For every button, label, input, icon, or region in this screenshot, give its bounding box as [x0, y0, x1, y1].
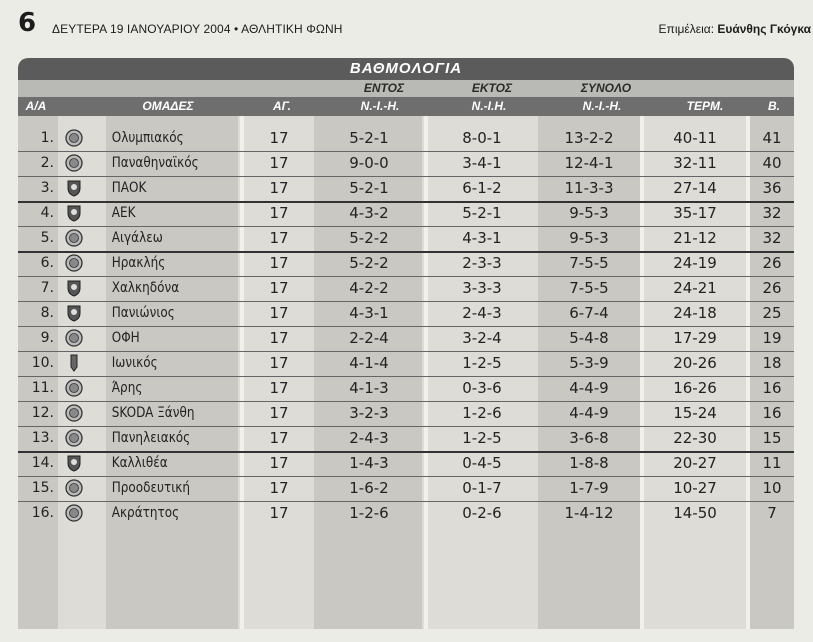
- goals-cell: 27-14: [673, 179, 717, 197]
- total-record-cell: 3-6-8: [569, 429, 609, 447]
- table-row: [18, 426, 794, 451]
- team-name-cell: Ιωνικός: [111, 355, 158, 371]
- team-name-cell: ΠΑΟΚ: [111, 180, 147, 196]
- team-crest-icon: [64, 353, 86, 375]
- standings-table: [18, 116, 794, 629]
- editor-credit-prefix: Επιμέλεια:: [658, 22, 718, 36]
- team-crest-icon: [64, 228, 86, 250]
- home-record-cell: 4-1-4: [349, 354, 389, 372]
- total-record-cell: 9-5-3: [569, 204, 609, 222]
- table-row: [18, 251, 794, 276]
- team-name-cell: SKODA Ξάνθη: [111, 405, 195, 421]
- rank-cell: 15.: [31, 480, 54, 496]
- played-column-header: ΑΓ.: [273, 99, 291, 113]
- away-record-cell: 4-3-1: [462, 229, 502, 247]
- table-row: [18, 276, 794, 301]
- rank-cell: 11.: [31, 380, 54, 396]
- points-cell: 25: [762, 304, 782, 322]
- total-record-cell: 12-4-1: [564, 154, 614, 172]
- away-record-cell: 8-0-1: [462, 129, 502, 147]
- table-row: [18, 226, 794, 251]
- played-cell: 17: [269, 504, 289, 522]
- played-cell: 17: [269, 454, 289, 472]
- played-cell: 17: [269, 204, 289, 222]
- goals-cell: 22-30: [673, 429, 717, 447]
- team-name-cell: Προοδευτική: [111, 480, 191, 496]
- table-row: [18, 501, 794, 526]
- goals-cell: 32-11: [673, 154, 717, 172]
- total-record-cell: 7-5-5: [569, 254, 609, 272]
- rank-cell: 12.: [31, 405, 54, 421]
- points-cell: 32: [762, 229, 782, 247]
- away-record-cell: 6-1-2: [462, 179, 502, 197]
- rank-cell: 5.: [40, 230, 54, 246]
- standings-title: ΒΑΘΜΟΛΟΓΙΑ: [18, 58, 794, 80]
- points-column-header: Β.: [768, 99, 780, 113]
- team-name-cell: Ολυμπιακός: [111, 130, 184, 146]
- away-record-cell: 1-2-5: [462, 354, 502, 372]
- table-row: [18, 326, 794, 351]
- away-record-cell: 3-4-1: [462, 154, 502, 172]
- goals-cell: 35-17: [673, 204, 717, 222]
- away-record-cell: 2-3-3: [462, 254, 502, 272]
- team-name-cell: Καλλιθέα: [111, 455, 168, 471]
- away-record-cell: 5-2-1: [462, 204, 502, 222]
- rank-cell: 4.: [40, 205, 54, 221]
- played-cell: 17: [269, 429, 289, 447]
- rank-cell: 3.: [40, 180, 54, 196]
- rank-column-header: Α/Α: [25, 99, 47, 113]
- table-row: [18, 451, 794, 476]
- played-cell: 17: [269, 354, 289, 372]
- total-record-cell: 7-5-5: [569, 279, 609, 297]
- team-name-cell: Χαλκηδόνα: [111, 280, 180, 296]
- goals-column-header: ΤΕΡΜ.: [686, 99, 724, 113]
- home-group-label: ΕΝΤΟΣ: [363, 81, 405, 95]
- goals-cell: 10-27: [673, 479, 717, 497]
- total-record-cell: 1-7-9: [569, 479, 609, 497]
- away-record-cell: 0-3-6: [462, 379, 502, 397]
- points-cell: 15: [762, 429, 782, 447]
- rank-cell: 10.: [31, 355, 54, 371]
- goals-cell: 14-50: [673, 504, 717, 522]
- played-cell: 17: [269, 179, 289, 197]
- goals-cell: 16-26: [673, 379, 717, 397]
- played-cell: 17: [269, 129, 289, 147]
- table-row: [18, 401, 794, 426]
- rank-cell: 8.: [40, 305, 54, 321]
- team-name-cell: Αιγάλεω: [111, 230, 163, 246]
- rank-cell: 6.: [40, 255, 54, 271]
- team-crest-icon: [64, 403, 86, 425]
- table-row: [18, 376, 794, 401]
- home-record-cell: 2-4-3: [349, 429, 389, 447]
- points-cell: 7: [767, 504, 777, 522]
- home-record-cell: 5-2-2: [349, 254, 389, 272]
- goals-cell: 20-27: [673, 454, 717, 472]
- goals-cell: 24-18: [673, 304, 717, 322]
- team-crest-icon: [64, 253, 86, 275]
- team-name-cell: Παναθηναϊκός: [111, 155, 199, 171]
- home-record-cell: 1-6-2: [349, 479, 389, 497]
- team-crest-icon: [64, 303, 86, 325]
- points-cell: 41: [762, 129, 782, 147]
- table-row: [18, 351, 794, 376]
- team-name-cell: Πανηλειακός: [111, 430, 191, 446]
- points-cell: 16: [762, 404, 782, 422]
- home-record-cell: 1-2-6: [349, 504, 389, 522]
- goals-cell: 21-12: [673, 229, 717, 247]
- team-name-cell: Ακράτητος: [111, 505, 180, 521]
- away-record-cell: 0-4-5: [462, 454, 502, 472]
- played-cell: 17: [269, 279, 289, 297]
- total-record-cell: 1-4-12: [564, 504, 614, 522]
- rank-cell: 9.: [40, 330, 54, 346]
- team-crest-icon: [64, 428, 86, 450]
- team-crest-icon: [64, 453, 86, 475]
- page-header: [0, 0, 813, 44]
- points-cell: 11: [762, 454, 782, 472]
- team-crest-icon: [64, 378, 86, 400]
- total-record-cell: 1-8-8: [569, 454, 609, 472]
- table-row: [18, 126, 794, 151]
- home-record-cell: 5-2-1: [349, 129, 389, 147]
- home-record-cell: 4-2-2: [349, 279, 389, 297]
- team-crest-icon: [64, 203, 86, 225]
- team-crest-icon: [64, 178, 86, 200]
- total-record-cell: 4-4-9: [569, 379, 609, 397]
- away-record-cell: 0-2-6: [462, 504, 502, 522]
- table-row: [18, 476, 794, 501]
- table-row: [18, 201, 794, 226]
- home-record-cell: 3-2-3: [349, 404, 389, 422]
- played-cell: 17: [269, 229, 289, 247]
- played-cell: 17: [269, 254, 289, 272]
- goals-cell: 17-29: [673, 329, 717, 347]
- goals-cell: 15-24: [673, 404, 717, 422]
- home-record-cell: 5-2-1: [349, 179, 389, 197]
- team-crest-icon: [64, 128, 86, 150]
- editor-name: Ευάνθης Γκόγκα: [717, 22, 811, 36]
- played-cell: 17: [269, 379, 289, 397]
- rank-cell: 1.: [40, 130, 54, 146]
- team-crest-icon: [64, 278, 86, 300]
- points-cell: 16: [762, 379, 782, 397]
- table-row: [18, 301, 794, 326]
- rank-cell: 16.: [31, 505, 54, 521]
- away-record-cell: 1-2-5: [462, 429, 502, 447]
- points-cell: 26: [762, 254, 782, 272]
- team-name-cell: ΑΕΚ: [111, 205, 136, 221]
- total-record-cell: 6-7-4: [569, 304, 609, 322]
- points-cell: 36: [762, 179, 782, 197]
- goals-cell: 40-11: [673, 129, 717, 147]
- total-record-cell: 5-3-9: [569, 354, 609, 372]
- total-record-cell: 4-4-9: [569, 404, 609, 422]
- away-record-cell: 0-1-7: [462, 479, 502, 497]
- total-column-header: Ν.-Ι.-Η.: [582, 99, 622, 113]
- table-row: [18, 176, 794, 201]
- points-cell: 19: [762, 329, 782, 347]
- home-record-cell: 1-4-3: [349, 454, 389, 472]
- away-record-cell: 3-2-4: [462, 329, 502, 347]
- rank-cell: 2.: [40, 155, 54, 171]
- total-record-cell: 11-3-3: [564, 179, 614, 197]
- home-column-header: Ν.-Ι.-Η.: [360, 99, 400, 113]
- total-group-label: ΣΥΝΟΛΟ: [580, 81, 632, 95]
- away-record-cell: 1-2-6: [462, 404, 502, 422]
- home-record-cell: 4-3-1: [349, 304, 389, 322]
- total-record-cell: 13-2-2: [564, 129, 614, 147]
- team-name-cell: Πανιώνιος: [111, 305, 175, 321]
- rank-cell: 13.: [31, 430, 54, 446]
- goals-cell: 20-26: [673, 354, 717, 372]
- total-record-cell: 5-4-8: [569, 329, 609, 347]
- rank-cell: 7.: [40, 280, 54, 296]
- points-cell: 40: [762, 154, 782, 172]
- home-record-cell: 5-2-2: [349, 229, 389, 247]
- team-crest-icon: [64, 328, 86, 350]
- played-cell: 17: [269, 154, 289, 172]
- total-record-cell: 9-5-3: [569, 229, 609, 247]
- home-record-cell: 4-1-3: [349, 379, 389, 397]
- editor-credit: [659, 22, 811, 36]
- away-record-cell: 3-3-3: [462, 279, 502, 297]
- team-name-cell: Άρης: [111, 380, 143, 396]
- newspaper-dateline: ΔΕΥΤΕΡΑ 19 ΙΑΝΟΥΑΡΙΟΥ 2004 • ΑΘΛΗΤΙΚΗ ΦΩΝΗ: [52, 22, 343, 36]
- played-cell: 17: [269, 329, 289, 347]
- points-cell: 10: [762, 479, 782, 497]
- points-cell: 26: [762, 279, 782, 297]
- points-cell: 18: [762, 354, 782, 372]
- team-crest-icon: [64, 153, 86, 175]
- played-cell: 17: [269, 304, 289, 322]
- column-group-header: [18, 80, 794, 97]
- team-name-cell: ΟΦΗ: [111, 330, 140, 346]
- team-crest-icon: [64, 478, 86, 500]
- away-record-cell: 2-4-3: [462, 304, 502, 322]
- rank-cell: 14.: [31, 455, 54, 471]
- goals-cell: 24-21: [673, 279, 717, 297]
- column-header-row: [18, 97, 794, 116]
- played-cell: 17: [269, 404, 289, 422]
- goals-cell: 24-19: [673, 254, 717, 272]
- away-column-header: Ν.-Ι.Η.: [471, 99, 507, 113]
- table-row: [18, 151, 794, 176]
- played-cell: 17: [269, 479, 289, 497]
- team-crest-icon: [64, 503, 86, 525]
- home-record-cell: 4-3-2: [349, 204, 389, 222]
- points-cell: 32: [762, 204, 782, 222]
- home-record-cell: 9-0-0: [349, 154, 389, 172]
- home-record-cell: 2-2-4: [349, 329, 389, 347]
- team-name-cell: Ηρακλής: [111, 255, 166, 271]
- away-group-label: ΕΚΤΟΣ: [471, 81, 513, 95]
- page-number: 6: [18, 8, 37, 38]
- team-column-header: ΟΜΑΔΕΣ: [142, 99, 194, 113]
